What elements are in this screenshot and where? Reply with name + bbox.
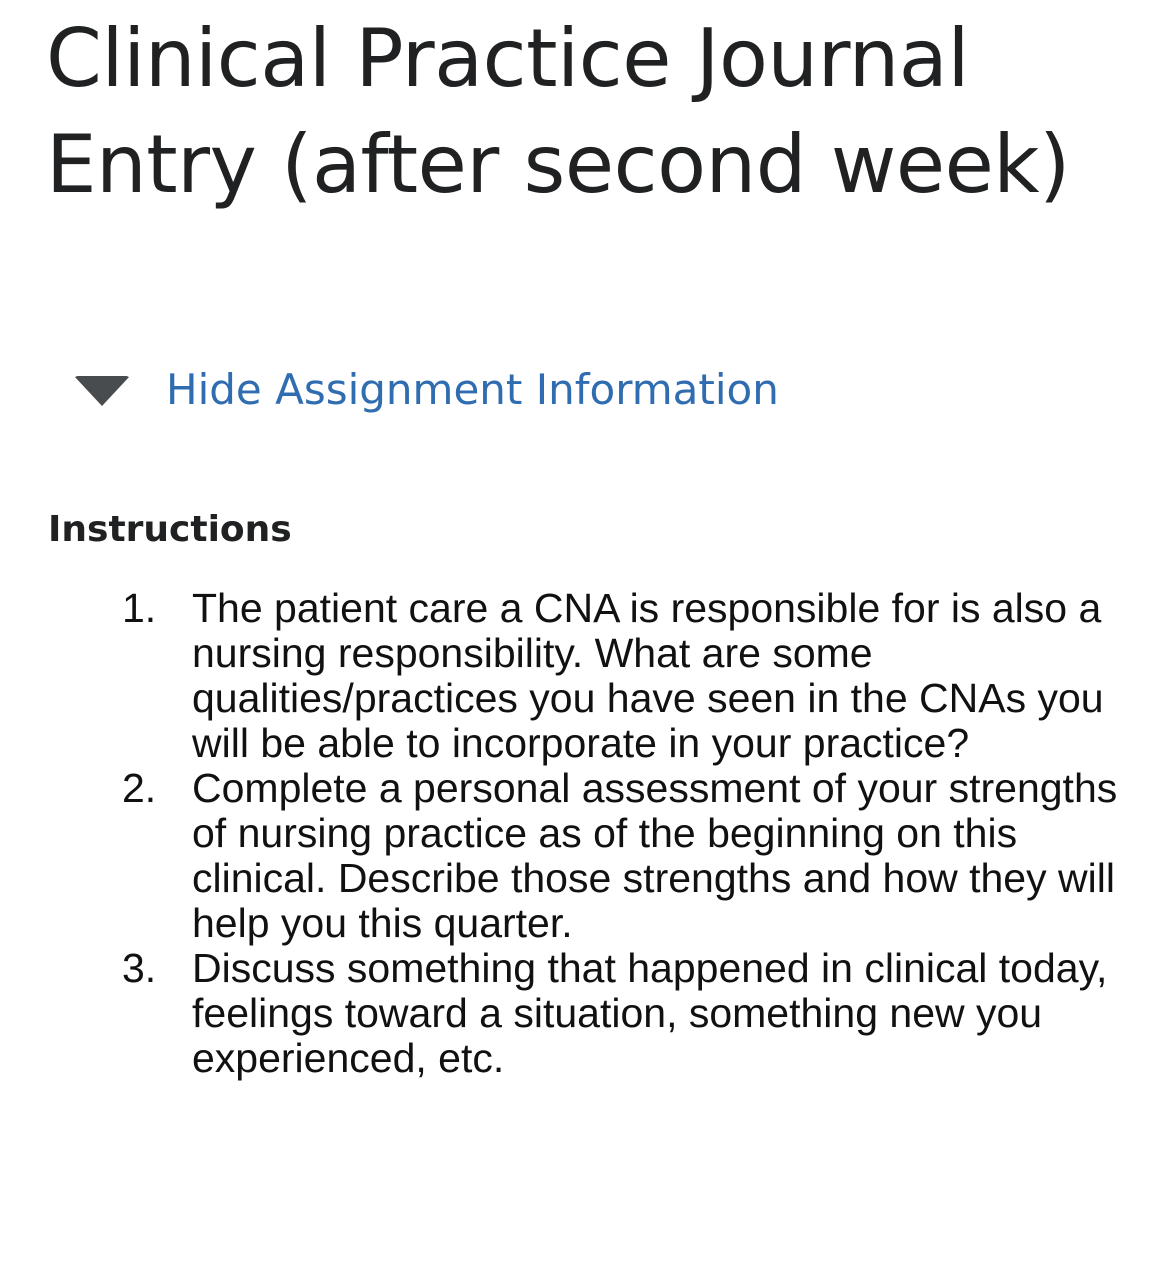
instruction-item xyxy=(120,946,1130,1081)
instruction-item xyxy=(120,766,1130,946)
hide-assignment-info-toggle[interactable] xyxy=(74,358,779,422)
triangle-down-icon[interactable] xyxy=(74,376,130,406)
instructions-heading: Instructions xyxy=(48,509,292,550)
instruction-number: 2. xyxy=(122,765,157,811)
hide-assignment-info-link[interactable]: Hide Assignment Information xyxy=(166,365,779,414)
instruction-number: 3. xyxy=(122,945,157,991)
page-title: Clinical Practice Journal Entry (after second week) xyxy=(46,12,1070,211)
instruction-item xyxy=(120,586,1130,766)
instruction-number: 1. xyxy=(122,585,157,631)
instruction-text: The patient care a CNA is responsible for is also a nursing responsibility. What are some qualities/practices you have seen in the CNAs you will be able to incorporate in your practice? xyxy=(192,585,1104,766)
instructions-list xyxy=(120,586,1130,1081)
instruction-text: Discuss something that happened in clinical today, feelings toward a situation, something new you experienced, etc. xyxy=(192,945,1108,1081)
instruction-text: Complete a personal assessment of your strengths of nursing practice as of the beginning on this clinical. Describe those strengths and how they will help you this quarter. xyxy=(192,765,1118,946)
